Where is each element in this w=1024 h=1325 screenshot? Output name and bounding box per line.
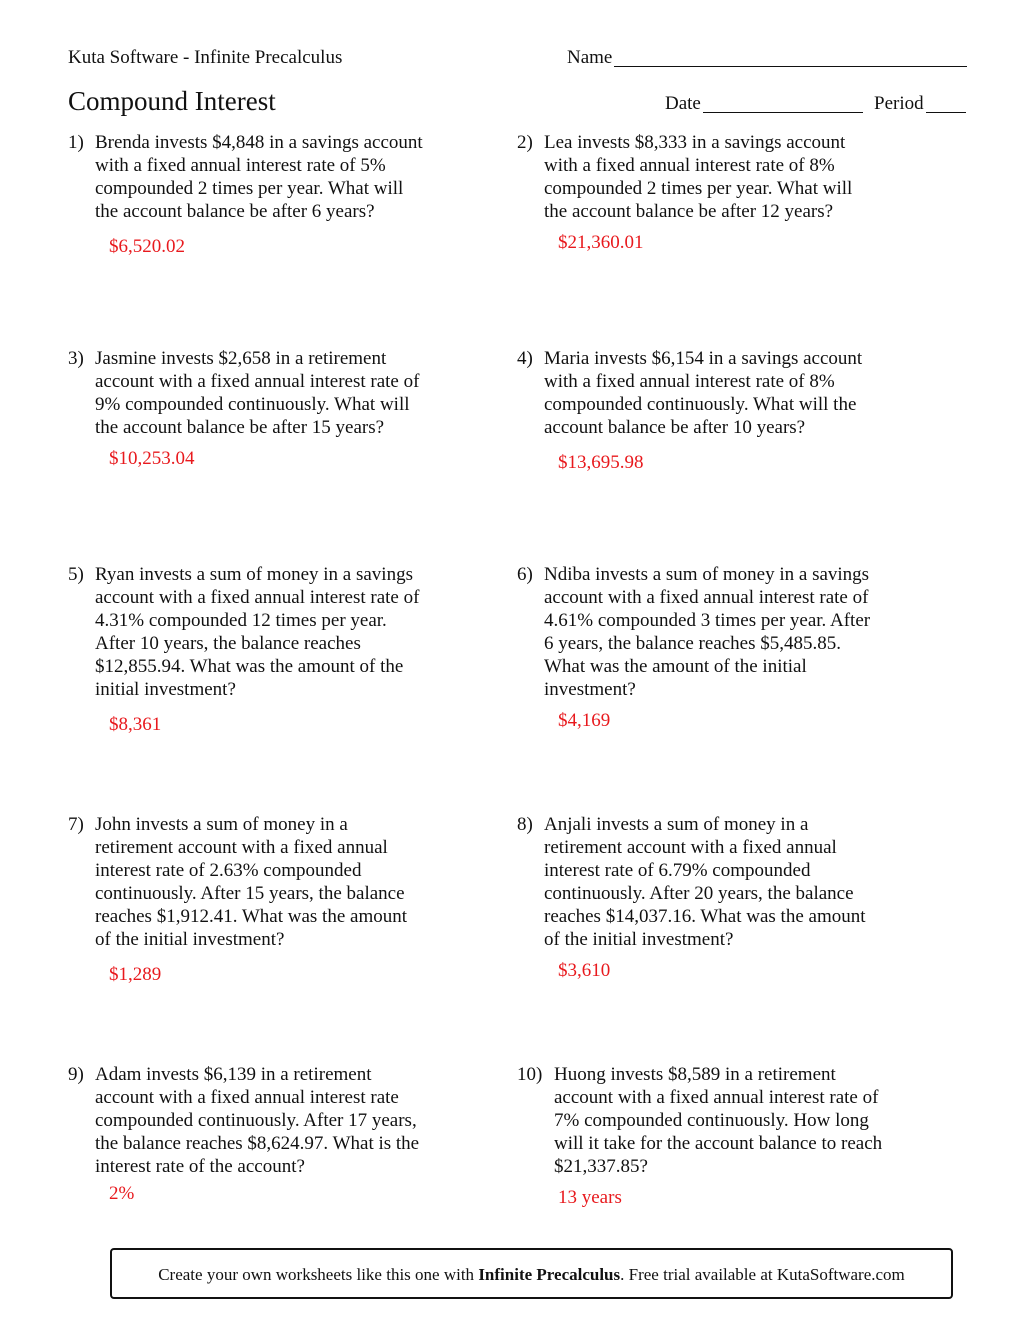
- problem-number: 6): [517, 564, 533, 585]
- problem-9: [68, 1063, 468, 1183]
- answer-3: $10,253.04: [109, 448, 195, 469]
- problem-text: Jasmine invests $2,658 in a retirement account with a fixed annual interest rate of 9% compounded continuously. What will the account balance be after 15 years?: [95, 348, 420, 438]
- answer-5: $8,361: [109, 714, 162, 735]
- problem-number: 8): [517, 814, 533, 835]
- problem-4: [517, 347, 917, 447]
- problem-text: John invests a sum of money in a retirement account with a fixed annual interest rate of 2.63% compounded continuously. After 15 years, the balance reaches $1,912.41. What was the amount of the initial investment?: [95, 814, 408, 950]
- problem-text: Lea invests $8,333 in a savings account with a fixed annual interest rate of 8% compounded 2 times per year. What will the account balance be after 12 years?: [544, 132, 853, 222]
- answer-2: $21,360.01: [558, 232, 644, 253]
- footer-suffix: . Free trial available at KutaSoftware.com: [620, 1265, 905, 1284]
- footer-prefix: Create your own worksheets like this one with: [158, 1265, 479, 1284]
- problem-2: [517, 131, 917, 231]
- footer-product: Infinite Precalculus: [478, 1265, 621, 1284]
- date-blank-line: [703, 112, 863, 113]
- problem-number: 4): [517, 348, 533, 369]
- problem-text: Brenda invests $4,848 in a savings account with a fixed annual interest rate of 5% compounded 2 times per year. What will the account balance be after 6 years?: [95, 132, 423, 222]
- problem-text: Ryan invests a sum of money in a savings account with a fixed annual interest rate of 4.31% compounded 12 times per year. After 10 years, the balance reaches $12,855.94. What was the amount of the initial investment?: [95, 564, 420, 700]
- problem-number: 2): [517, 132, 533, 153]
- footer-banner: [110, 1248, 953, 1299]
- answer-9: 2%: [109, 1183, 135, 1204]
- problem-6: [517, 563, 917, 705]
- publisher-label: Kuta Software - Infinite Precalculus: [68, 47, 343, 68]
- answer-1: $6,520.02: [109, 236, 185, 257]
- name-label: Name: [567, 47, 613, 68]
- problem-1: [68, 131, 468, 231]
- problem-number: 7): [68, 814, 84, 835]
- answer-10: 13 years: [558, 1187, 622, 1208]
- problem-text: Adam invests $6,139 in a retirement account with a fixed annual interest rate compounded continuously. After 17 years, the balance reaches $8,624.97. What is the interest rate of the account?: [95, 1064, 420, 1177]
- problem-7: [68, 813, 468, 955]
- problem-text: Huong invests $8,589 in a retirement account with a fixed annual interest rate of 7% compounded continuously. How long will it take for the account balance to reach $21,337.85?: [554, 1064, 883, 1177]
- period-label: Period: [874, 93, 924, 114]
- problem-number: 10): [517, 1064, 543, 1085]
- problem-5: [68, 563, 468, 705]
- answer-8: $3,610: [558, 960, 611, 981]
- footer-text: [112, 1265, 951, 1285]
- date-label: Date: [665, 93, 701, 114]
- problem-text: Ndiba invests a sum of money in a savings account with a fixed annual interest rate of 4.61% compounded 3 times per year. After 6 years, the balance reaches $5,485.85. What was the amount of the initial investment?: [544, 564, 871, 700]
- problem-number: 9): [68, 1064, 84, 1085]
- answer-7: $1,289: [109, 964, 162, 985]
- problem-number: 3): [68, 348, 84, 369]
- problem-text: Maria invests $6,154 in a savings account with a fixed annual interest rate of 8% compounded continuously. What will the account balance be after 10 years?: [544, 348, 863, 438]
- answer-6: $4,169: [558, 710, 611, 731]
- problem-text: Anjali invests a sum of money in a retirement account with a fixed annual interest rate of 6.79% compounded continuously. After 20 years, the balance reaches $14,037.16. What was the amount of the initial investment?: [544, 814, 866, 950]
- period-blank-line: [926, 112, 966, 113]
- problem-number: 1): [68, 132, 84, 153]
- worksheet-title: Compound Interest: [68, 86, 276, 116]
- problem-10: [517, 1063, 927, 1183]
- problem-number: 5): [68, 564, 84, 585]
- answer-4: $13,695.98: [558, 452, 644, 473]
- name-blank-line: [614, 66, 967, 67]
- problem-8: [517, 813, 917, 955]
- problem-3: [68, 347, 468, 447]
